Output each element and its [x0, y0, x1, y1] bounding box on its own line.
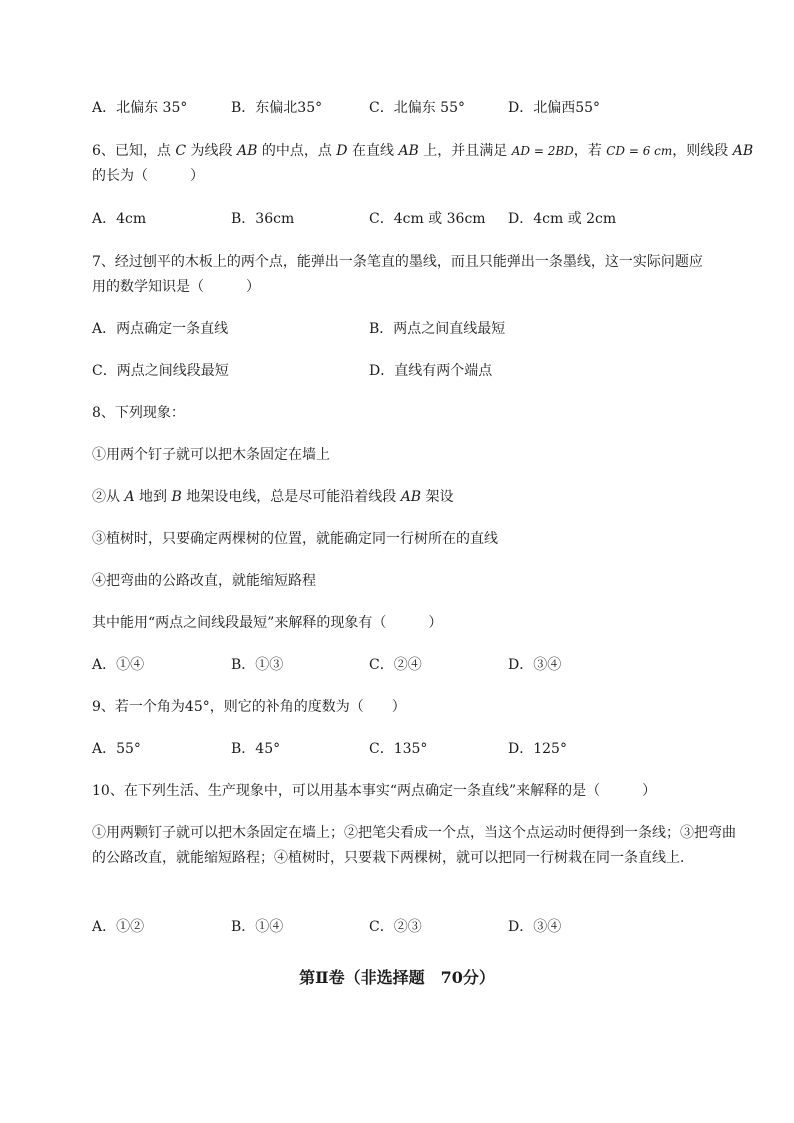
- q8-s2-text: ②从: [92, 489, 125, 505]
- q6-option-c[interactable]: C．4cm 或 36cm: [369, 211, 486, 227]
- q5-option-a[interactable]: A．北偏东 35°: [92, 100, 188, 116]
- q9-option-c[interactable]: C．135°: [369, 741, 428, 757]
- q6-option-a[interactable]: A．4cm: [92, 211, 147, 227]
- q10-option-a[interactable]: A．①②: [92, 919, 145, 935]
- q8-options: [92, 656, 732, 674]
- q6-segment-ab: AB: [236, 143, 258, 159]
- q6-segment-ab-answer: AB: [732, 143, 754, 159]
- q8-option-d[interactable]: D．③④: [508, 657, 562, 673]
- q6-text: 上，并且满足: [418, 143, 512, 159]
- q8-s2-text: 地到: [134, 489, 172, 505]
- q6-equation-cd: CD = 6 cm: [606, 144, 673, 158]
- q7-options-row2: [92, 362, 732, 380]
- q8-option-a[interactable]: A．①④: [92, 657, 145, 673]
- q6-stem-line1: [92, 142, 753, 160]
- q9-option-d[interactable]: D．125°: [508, 741, 567, 757]
- q6-option-b[interactable]: B．36cm: [231, 211, 295, 227]
- q10-option-c[interactable]: C．②③: [369, 919, 422, 935]
- q10-body: ①用两颗钉子就可以把木条固定在墙上；②把笔尖看成一个点，当这个点运动时便得到一条线；③把弯曲的公路改直，就能缩短路程；④植树时，只要栽下两棵树，就可以把同一行树栽在同一条直线上．: [92, 825, 736, 866]
- q8-statement-2: [92, 488, 454, 506]
- q7-option-d[interactable]: D．直线有两个端点: [369, 363, 493, 379]
- q8-title: 8、下列现象：: [92, 405, 185, 421]
- q9-option-a[interactable]: A．55°: [92, 741, 141, 757]
- q5-option-b[interactable]: B．东偏北35°: [231, 100, 323, 116]
- q6-text: 为线段: [186, 143, 237, 159]
- q10-options: [92, 918, 732, 936]
- q6-point-c: C: [175, 143, 187, 159]
- q8-s2-text: 地架设电线，总是尽可能沿着线段: [181, 489, 401, 505]
- q9-stem: 9、若一个角为45°，则它的补角的度数为（ ）: [92, 699, 406, 715]
- q10-stem: 10、在下列生活、生产现象中，可以用基本事实“两点确定一条直线”来解释的是（ ）: [92, 783, 657, 799]
- q8-statement-1: ①用两个钉子就可以把木条固定在墙上: [92, 447, 330, 463]
- q8-s2-text: 架设: [421, 489, 454, 505]
- q6-option-d[interactable]: D．4cm 或 2cm: [508, 211, 617, 227]
- q8-point-a: A: [124, 489, 135, 505]
- q6-text: ，则线段: [672, 143, 733, 159]
- q10-option-d[interactable]: D．③④: [508, 919, 562, 935]
- q8-option-c[interactable]: C．②④: [369, 657, 422, 673]
- q8-statement-3: ③植树时，只要确定两棵树的位置，就能确定同一行树所在的直线: [92, 531, 498, 547]
- q8-segment-ab: AB: [400, 489, 422, 505]
- q6-text: 的中点，点: [257, 143, 337, 159]
- q7-stem-line2: 用的数学知识是（ ）: [92, 279, 260, 295]
- q6-text: 在直线: [347, 143, 399, 159]
- q8-statement-4: ④把弯曲的公路改直，就能缩短路程: [92, 573, 316, 589]
- q5-options: [92, 99, 732, 117]
- q6-stem-line2: 的长为（ ）: [92, 168, 204, 184]
- q6-line-ab: AB: [398, 143, 419, 159]
- q6-point-d: D: [336, 143, 348, 159]
- q5-option-c[interactable]: C．北偏东 55°: [369, 100, 465, 116]
- q7-option-c[interactable]: C．两点之间线段最短: [92, 363, 229, 379]
- q7-option-b[interactable]: B．两点之间直线最短: [369, 321, 506, 337]
- q6-text: ，若: [573, 143, 607, 159]
- q6-equation-ad: AD = 2BD: [511, 144, 574, 158]
- q9-options: [92, 740, 732, 758]
- q7-stem-line1: 7、经过刨平的木板上的两个点，能弹出一条笔直的墨线，而且只能弹出一条墨线，这一实际问题应: [92, 254, 703, 270]
- q8-option-b[interactable]: B．①③: [231, 657, 284, 673]
- q6-options: [92, 210, 732, 228]
- q8-point-b: B: [171, 489, 182, 505]
- q7-options-row1: [92, 320, 732, 338]
- q6-text: 6、已知，点: [92, 143, 176, 159]
- q8-question: 其中能用“两点之间线段最短”来解释的现象有（ ）: [92, 615, 443, 631]
- q9-option-b[interactable]: B．45°: [231, 741, 281, 757]
- section-title: 第Ⅱ卷（非选择题 70分）: [299, 968, 495, 987]
- q5-option-d[interactable]: D．北偏西55°: [508, 100, 601, 116]
- q10-option-b[interactable]: B．①④: [231, 919, 284, 935]
- q7-option-a[interactable]: A．两点确定一条直线: [92, 321, 229, 337]
